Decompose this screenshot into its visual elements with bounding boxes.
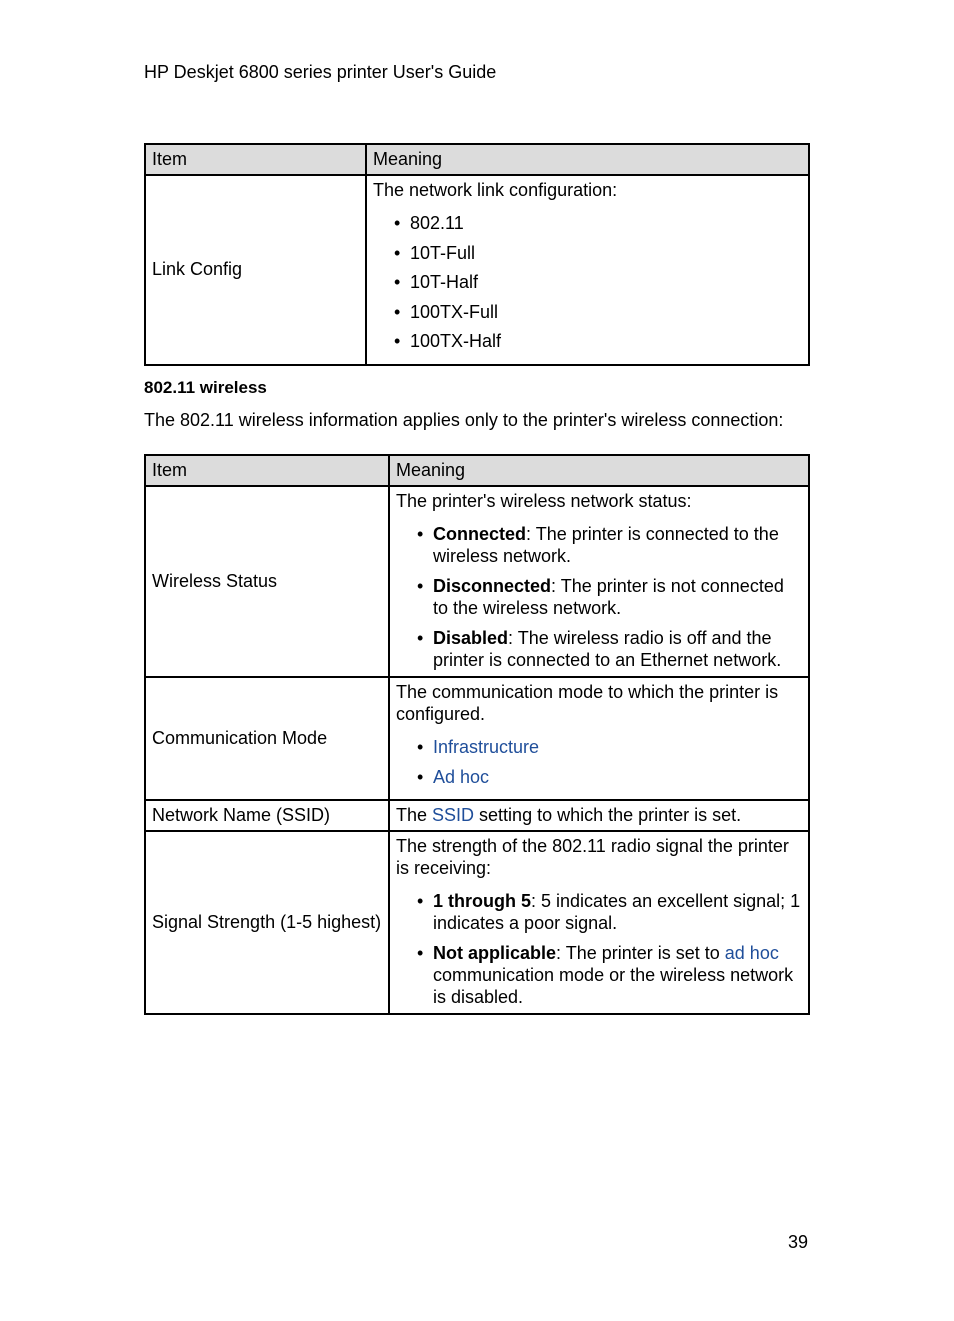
list-item: • Connected: The printer is connected to the wireless network. [417, 524, 779, 566]
row-item-link-config: Link Config [145, 175, 366, 365]
list-item: • 100TX-Half [394, 331, 502, 351]
list-item: • Not applicable: The printer is set to ad hoc communication mode or the wireless network is disabled. [417, 943, 794, 1007]
row-item-signal-strength: Signal Strength (1-5 highest) [145, 831, 389, 1014]
wireless-table [144, 454, 810, 1015]
row-item-communication-mode: Communication Mode [145, 677, 389, 800]
table-row [145, 800, 809, 831]
page-number: 39 [788, 1232, 809, 1252]
section-heading: 802.11 wireless [144, 378, 267, 397]
ad-hoc-link[interactable]: ad hoc [724, 943, 779, 963]
list-item: • 1 through 5: 5 indicates an excellent signal; 1 indicates a poor signal. [417, 891, 801, 933]
row-item-network-name: Network Name (SSID) [145, 800, 389, 831]
table-header-row [145, 455, 809, 486]
column-header-meaning: Meaning [389, 455, 809, 486]
row-meaning [389, 486, 809, 677]
row-meaning [389, 831, 809, 1014]
row-meaning [366, 175, 809, 365]
meaning-description: The printer's wireless network status: [396, 491, 692, 511]
table-row [145, 175, 809, 365]
column-header-item: Item [145, 455, 389, 486]
list-item: • 802.11 [394, 213, 464, 233]
status-list [396, 523, 802, 671]
mode-list [396, 736, 802, 788]
section-intro: The 802.11 wireless information applies only to the printer's wireless connection: [144, 410, 784, 430]
table-row [145, 486, 809, 677]
list-item: • Disconnected: The printer is not connected to the wireless network. [417, 576, 784, 618]
column-header-meaning: Meaning [366, 144, 809, 175]
row-meaning: The SSID setting to which the printer is set. [389, 800, 809, 831]
infrastructure-link[interactable]: Infrastructure [433, 737, 540, 757]
column-header-item: Item [145, 144, 366, 175]
meaning-description: The communication mode to which the printer is configured. [396, 682, 779, 724]
meaning-description: The network link configuration: [373, 180, 618, 200]
page-header: HP Deskjet 6800 series printer User's Guide [144, 62, 497, 82]
ad-hoc-link[interactable]: Ad hoc [433, 766, 490, 787]
link-config-table [144, 143, 810, 366]
table-header-row [145, 144, 809, 175]
table-row [145, 831, 809, 1014]
meaning-description: The strength of the 802.11 radio signal the printer is receiving: [396, 836, 789, 878]
list-item: • Infrastructure [417, 737, 540, 757]
list-item: • Disabled: The wireless radio is off and the printer is connected to an Ethernet network. [417, 628, 782, 670]
list-item: • 10T-Half [394, 272, 479, 292]
signal-list [396, 890, 802, 1008]
table-row [145, 677, 809, 800]
row-item-wireless-status: Wireless Status [145, 486, 389, 677]
list-item: • 100TX-Full [394, 301, 499, 322]
row-meaning [389, 677, 809, 800]
list-item: • Ad hoc [417, 766, 490, 787]
list-item: • 10T-Full [394, 242, 476, 263]
ssid-link[interactable]: SSID [432, 805, 475, 825]
link-config-list [373, 212, 802, 352]
